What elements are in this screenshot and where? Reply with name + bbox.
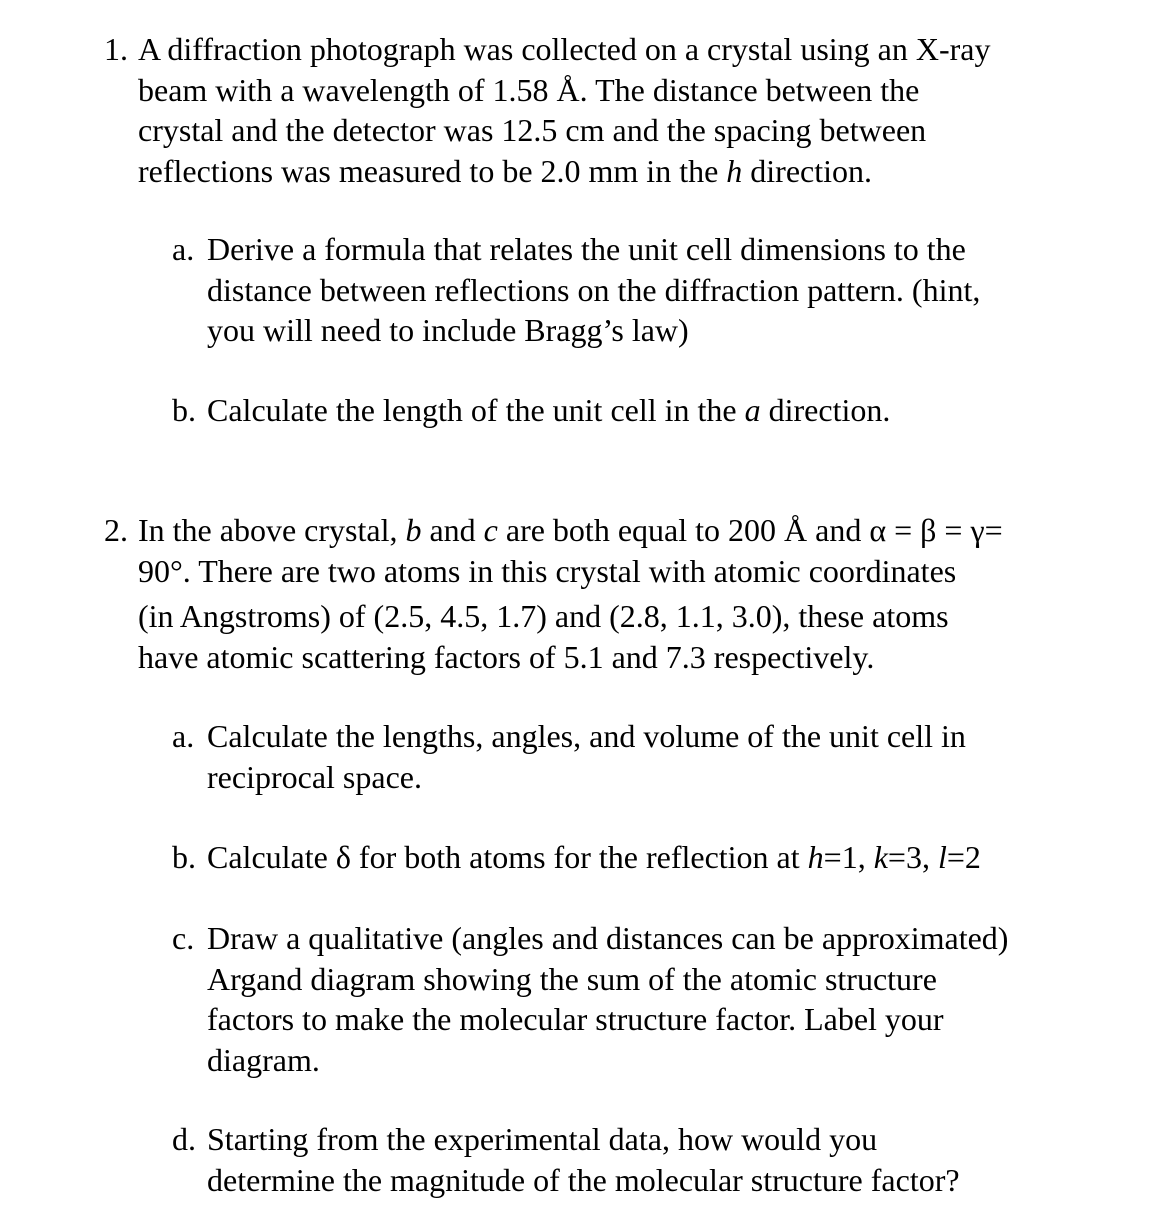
q1b-text-post: direction.: [760, 392, 891, 428]
q1-line4-text-pre: reflections was measured to be 2.0 mm in the: [138, 152, 727, 189]
question-2c-line-4: diagram.: [207, 1041, 320, 1078]
question-1-text: [138, 29, 1098, 191]
q2b-var-k: k: [873, 839, 888, 875]
question-1a-line-2: distance between reflections on the diffraction pattern. (hint,: [207, 271, 981, 308]
question-1a-text: [207, 229, 1107, 351]
question-2-line-1: [138, 510, 1098, 551]
question-2a-line-2: reciprocal space.: [207, 758, 422, 795]
q2b-text-pre: Calculate δ for both atoms for the reflection at: [207, 839, 808, 875]
question-1a-line-1: Derive a formula that relates the unit cell dimensions to the: [207, 231, 966, 267]
question-1b-label: b.: [172, 392, 196, 428]
question-1a-label: a.: [172, 231, 195, 267]
question-2a-text: [207, 716, 1107, 797]
q2b-var-l: l: [937, 839, 947, 875]
question-1-line-2: beam with a wavelength of 1.58 Å. The distance between the: [138, 71, 920, 108]
q2b-val-h: =1,: [823, 839, 874, 875]
question-2d-label: d.: [172, 1121, 196, 1157]
q2-var-b: b: [405, 512, 422, 548]
question-2-line-3: (in Angstroms) of (2.5, 4.5, 1.7) and (2.8, 1.1, 3.0), these atoms: [138, 598, 949, 634]
question-1-line-1: A diffraction photograph was collected on a crystal using an X-ray: [138, 31, 991, 67]
q2-line1-text-and: and: [421, 512, 484, 548]
question-2c-label: c.: [172, 920, 195, 956]
question-2c-line-3: factors to make the molecular structure factor. Label your: [207, 1001, 944, 1037]
question-2a-line-1: Calculate the lengths, angles, and volume of the unit cell in: [207, 718, 966, 754]
question-2a-label: a.: [172, 718, 195, 754]
q2-var-c: c: [483, 512, 498, 548]
q2b-var-h: h: [807, 839, 824, 875]
question-2c-line-1: Draw a qualitative (angles and distances can be approximated): [207, 920, 1009, 956]
question-2-line-4: have atomic scattering factors of 5.1 and 7.3 respectively.: [138, 638, 875, 675]
q1b-var-a: a: [744, 392, 761, 428]
question-2-text: [138, 510, 1098, 677]
question-2b-text: [207, 837, 1107, 878]
question-2d-line-2: determine the magnitude of the molecular structure factor?: [207, 1161, 960, 1198]
q2-line1-text-post: are both equal to 200 Å and α = β = γ=: [497, 512, 1003, 548]
question-1-number: 1.: [104, 31, 128, 67]
q2b-val-l: =2: [946, 839, 981, 875]
question-2-line-2: 90°. There are two atoms in this crystal with atomic coordinates: [138, 552, 957, 589]
question-1a-line-3: you will need to include Bragg’s law): [207, 312, 689, 348]
question-1b-line-1: [207, 390, 1107, 431]
q1-line4-text-post: direction.: [742, 152, 873, 189]
question-2d-text: [207, 1119, 1107, 1200]
q1-line4-var-h: h: [726, 152, 743, 189]
question-2d-line-1: Starting from the experimental data, how would you: [207, 1121, 878, 1157]
q2b-val-k: =3,: [887, 839, 938, 875]
q2-line1-text-pre: In the above crystal,: [138, 512, 406, 548]
question-1-line-4: [138, 151, 1098, 192]
question-1b-text: [207, 390, 1107, 431]
question-2-number: 2.: [104, 512, 128, 548]
question-2b-line-1: [207, 837, 1107, 878]
q1b-text-pre: Calculate the length of the unit cell in the: [207, 392, 745, 428]
question-2b-label: b.: [172, 839, 196, 875]
question-1-line-3: crystal and the detector was 12.5 cm and the spacing between: [138, 112, 927, 148]
question-2c-text: [207, 918, 1107, 1080]
question-2c-line-2: Argand diagram showing the sum of the atomic structure: [207, 960, 937, 997]
